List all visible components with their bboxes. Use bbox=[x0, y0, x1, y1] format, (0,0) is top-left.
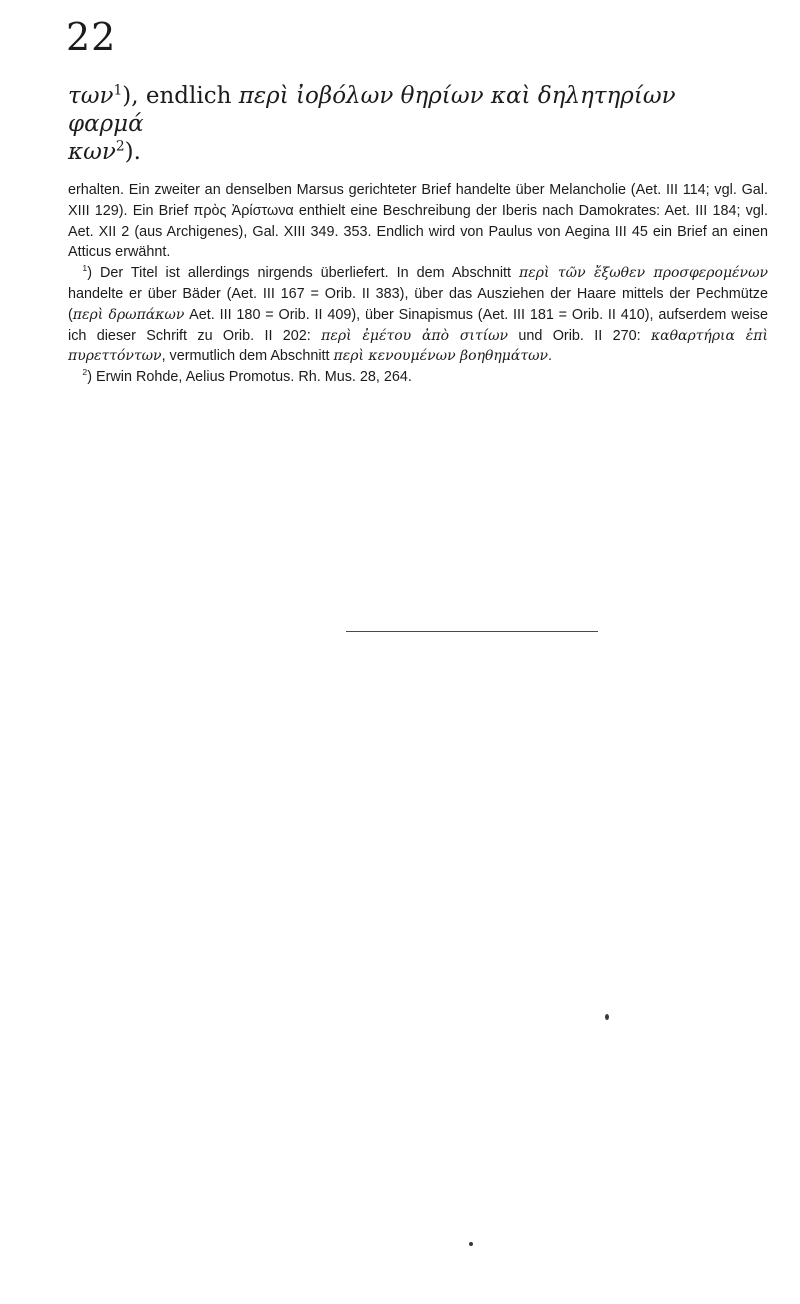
greek-phrase: περὶ κενουμένων βοηθημάτων bbox=[333, 348, 549, 365]
separator-rule bbox=[346, 631, 598, 632]
footnote-ref-2: 2 bbox=[115, 138, 125, 155]
main-text-segment: ). bbox=[124, 139, 141, 165]
greek-phrase: περὶ ἐμέτου ἀπὸ σιτίων bbox=[321, 327, 509, 344]
main-text-segment: ), endlich bbox=[122, 83, 239, 109]
greek-title: περὶ ἰοβόλων θηρίων καὶ δηλητηρίων φαρμά bbox=[68, 83, 676, 137]
ink-speck bbox=[469, 1242, 473, 1246]
greek-phrase: καθαρτήρια ἐπὶ πυρεττόντων bbox=[68, 327, 768, 365]
page-number: 22 bbox=[66, 15, 117, 59]
ink-speck bbox=[605, 1014, 609, 1020]
greek-phrase: των bbox=[68, 83, 114, 109]
notes-block bbox=[68, 180, 768, 388]
footnote-marker: 1 bbox=[82, 263, 88, 274]
main-text-continuation bbox=[68, 82, 748, 166]
continued-note-paragraph: erhalten. Ein zweiter an denselben Marsus gerichteter Brief handelte über Melancholie (Aet. III 114; vgl. Gal. XIII 129). Ein Brief πρὸς Ἀρίστωνα enthielt eine Beschreibung der Iberis nach Damokrates: Aet. III 184; vgl. Aet. XII 2 (aus Archigenes), Gal. XIII 349. 353. Endlich wird von Paulus von Aegina III 45 ein Brief an einen Atticus erwähnt. bbox=[68, 182, 768, 261]
greek-phrase: περὶ τῶν ἔξωθεν προσφερομένων bbox=[519, 265, 768, 282]
greek-phrase: κων bbox=[68, 139, 116, 165]
footnote-1: $^1$) Der Titel ist allerdings nirgends überliefert. In dem Abschnitt περὶ τῶν ἔξωθεν προσφερομένων handelte er über Bäder (Aet. III 167 = Orib. II 383), über das Ausziehen der Haare mittels der Pechmütze (περὶ δρωπάκων Aet. III 180 = Orib. II 409), über Sinapismus (Aet. III 181 = Orib. II 410), aufserdem weise ich dieser Schrift zu Orib. II 202: περὶ ἐμέτου ἀπὸ σιτίων und Orib. II 270: καθαρτήρια ἐπὶ πυρεττόντων, vermutlich dem Abschnitt περὶ κενουμένων βοηθημάτων. bbox=[68, 263, 768, 365]
greek-phrase: περὶ δρωπάκων bbox=[72, 306, 185, 323]
footnote-ref-1: 1 bbox=[113, 82, 123, 99]
footnote-marker: 2 bbox=[82, 367, 88, 378]
footnote-2: $^2$) Erwin Rohde, Aelius Promotus. Rh. Mus. 28, 264. bbox=[82, 367, 412, 386]
